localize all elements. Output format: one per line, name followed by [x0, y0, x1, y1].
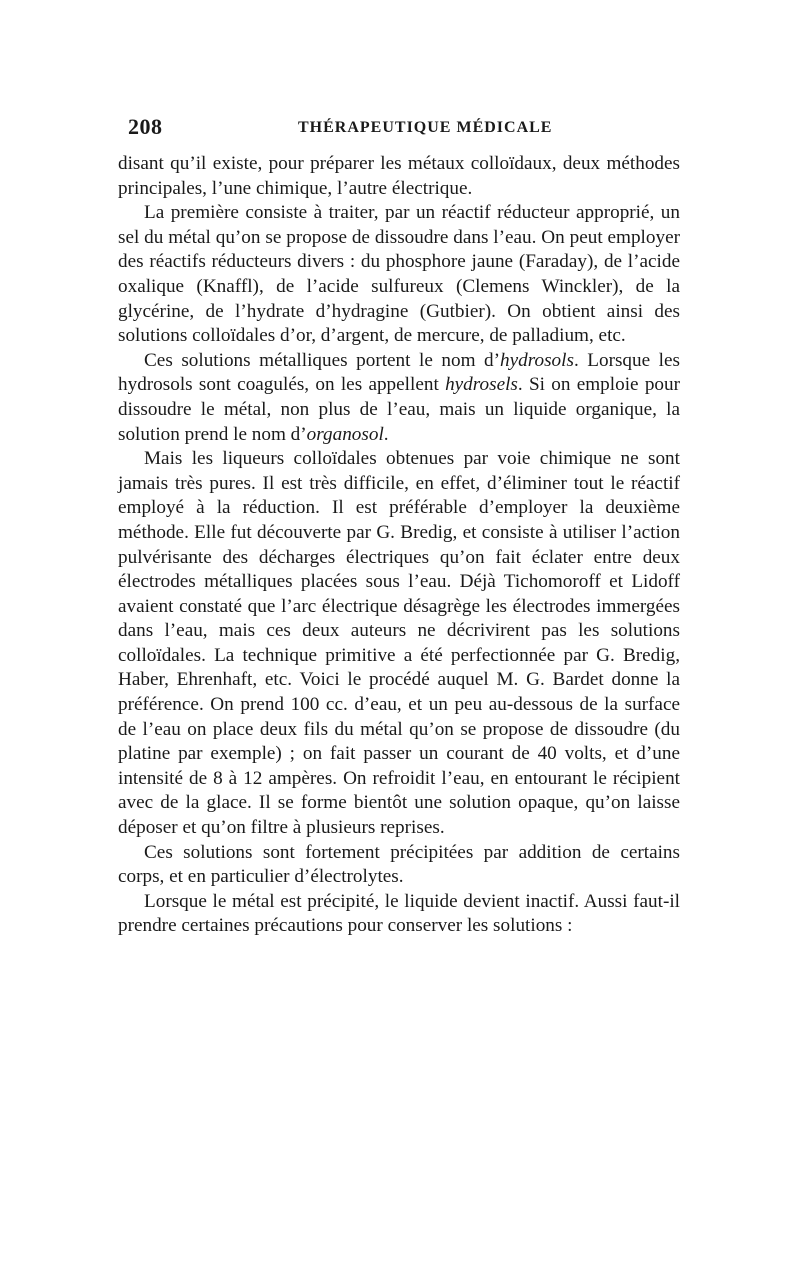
paragraph — [118, 201, 680, 349]
page-header — [128, 114, 688, 144]
paragraph-text: . Si on emploie pour dissoudre le métal, non plus de l’eau, mais un liquide organique, la solution prend le nom d’ — [118, 374, 681, 445]
paragraph-text: Lorsque le métal est précipité, le liquide devient inactif. Aussi faut-il prendre certaines précautions pour conserver les solutions : — [118, 890, 680, 937]
page-number: 208 — [128, 114, 163, 139]
paragraph-text: Ces solutions sont fortement précipitées par addition de certains corps, et en particulier d’électrolytes. — [118, 841, 680, 888]
paragraph — [118, 349, 680, 447]
paragraph — [118, 152, 680, 201]
italic-term: organosol — [306, 423, 384, 445]
running-title: THÉRAPEUTIQUE MÉDICALE — [298, 119, 553, 136]
paragraph — [118, 447, 680, 841]
body-text — [118, 152, 680, 939]
paragraph-text: Ces solutions métalliques portent le nom d’ — [144, 349, 501, 371]
paragraph-text: disant qu’il existe, pour préparer les métaux colloïdaux, deux méthodes principales, l’une chimique, l’autre électrique. — [118, 153, 680, 199]
italic-term: hydrosols — [500, 349, 574, 371]
paragraph — [118, 890, 680, 939]
paragraph-text: . — [383, 423, 389, 445]
paragraph-text: La première consiste à traiter, par un réactif réducteur approprié, un sel du métal qu’on se propose de dissoudre dans l’eau. On peut employer des réactifs réducteurs divers : du phosphore jaune (Faraday), de l’acide oxalique (Knaffl), de l’acide sulfureux (Clemens Winckler), de la glycérine, de l’hydrate d’hydragine (Gutbier). On obtient ainsi des solutions colloïdales d’or, d’argent, de mercure, de palladium, etc. — [118, 202, 680, 347]
paragraph-text: . Lorsque les hydrosols sont coagulés, on les appellent — [118, 349, 680, 396]
paragraph-text: Mais les liqueurs colloïdales obtenues par voie chimique ne sont jamais très pures. Il est très difficile, en effet, d’éliminer tout le réactif employé à la réduction. Il est préférable d’employer la deuxième méthode. Elle fut découverte par G. Bredig, et consiste à utiliser l’action pulvérisante des décharges électriques qu’on fait éclater entre deux électrodes métalliques placées sous l’eau. Déjà Tichomoroff et Lidoff avaient constaté que l’arc électrique désagrège les électrodes immergées dans l’eau, mais ces deux auteurs ne décrivirent pas les solutions colloïdales. La technique primitive a été perfectionnée par G. Bredig, Haber, Ehrenhaft, etc. Voici le procédé auquel M. G. Bardet donne la préférence. On prend 100 cc. d’eau, et un peu au-dessous de la surface de l’eau on place deux fils du métal qu’on se propose de dissoudre (du platine par exemple) ; on fait passer un courant de 40 volts, et d’une intensité de 8 à 12 ampères. On refroidit l’eau, en entourant le récipient avec de la glace. Il se forme bientôt une solution opaque, qu’on laisse déposer et qu’on filtre à plusieurs reprises. — [118, 448, 680, 839]
italic-term: hydrosels — [445, 374, 518, 396]
paragraph — [118, 841, 680, 890]
